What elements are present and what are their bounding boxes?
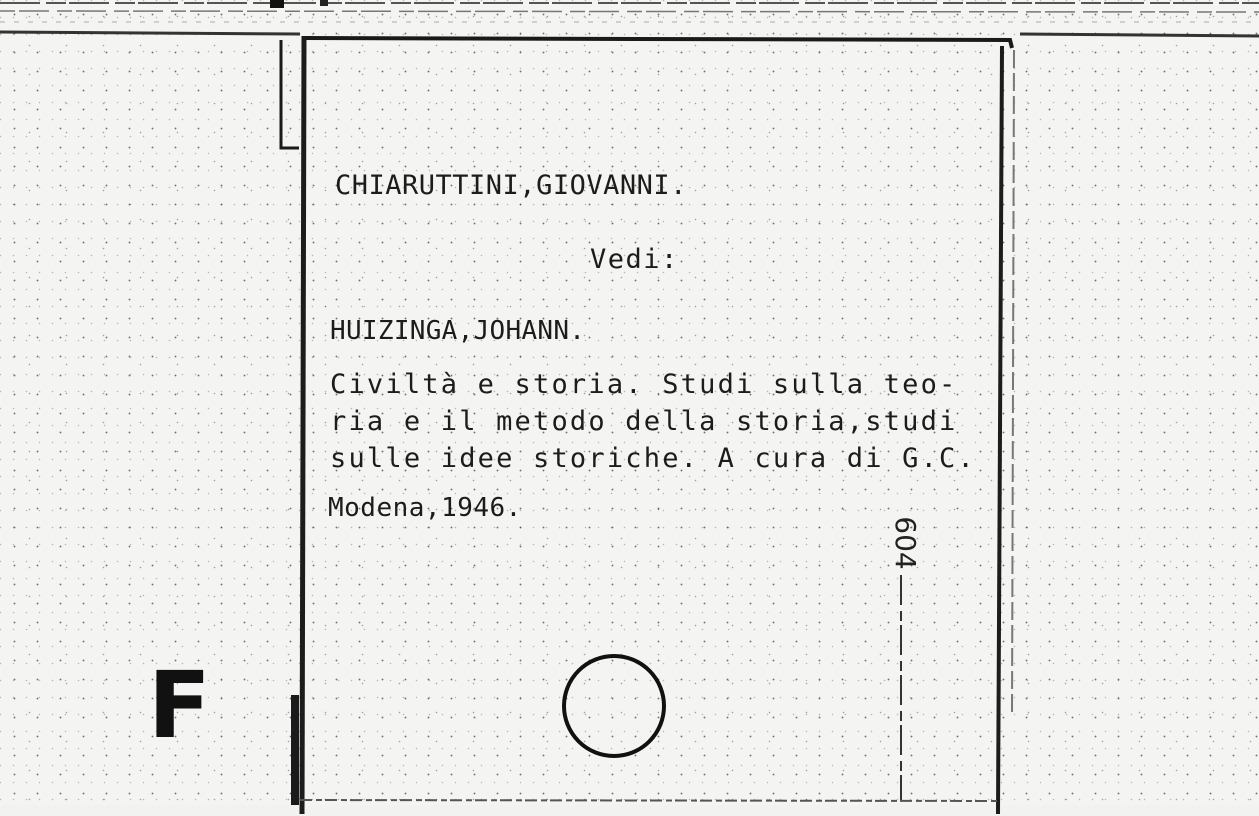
left-bracket-mark xyxy=(275,30,305,160)
title-line-1: Civiltà e storia. Studi sulla teo- xyxy=(330,369,958,400)
see-reference-label: Vedi: xyxy=(590,244,679,275)
card-punch-hole xyxy=(558,650,670,762)
drawer-letter: F xyxy=(148,652,211,759)
shelf-number-rule xyxy=(896,575,906,800)
top-edge-scan-noise xyxy=(0,0,1259,40)
card-bottom-edge xyxy=(300,795,1000,805)
title-line-3: sulle idee storiche. A cura di G.C. xyxy=(330,443,976,474)
card-heading: CHIARUTTINI,GIOVANNI. xyxy=(335,170,687,201)
imprint: Modena,1946. xyxy=(328,493,522,523)
author-name: HUIZINGA,JOHANN. xyxy=(330,316,586,346)
shelf-number: 604 xyxy=(889,516,922,570)
title-line-2: ria e il metodo della storia,studi xyxy=(330,406,958,437)
bottom-left-tab-mark xyxy=(285,695,305,805)
